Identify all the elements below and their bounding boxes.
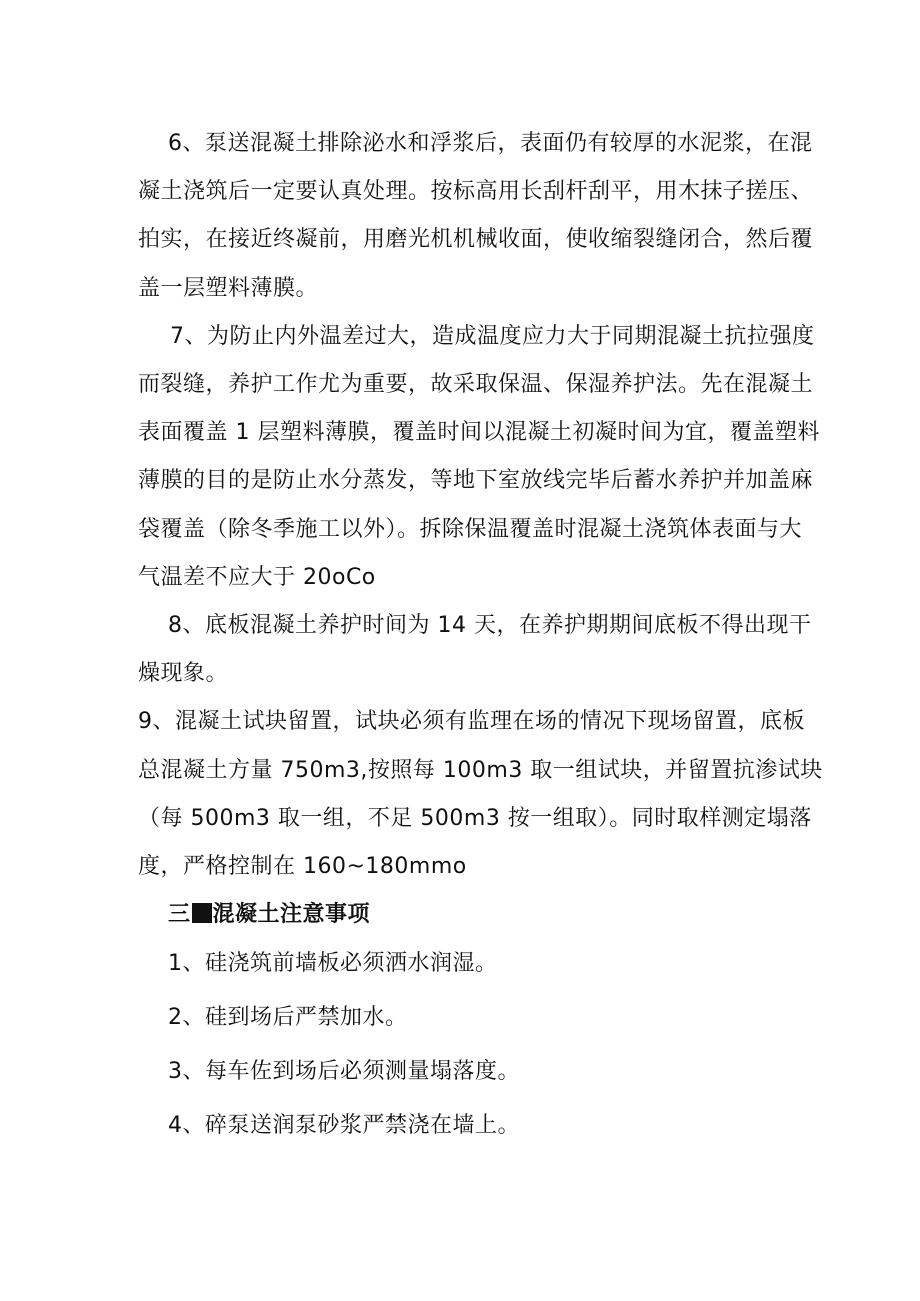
- p9-line-2: 总混凝土方量 750m3,按照每 100m3 取一组试块，并留置抗渗试块: [138, 758, 823, 783]
- p7-line-5: 袋覆盖（除冬季施工以外）。拆除保温覆盖时混凝土浇筑体表面与大: [138, 517, 803, 542]
- p6-line-2: 凝土浇筑后一定要认真处理。按标高用长刮杆刮平，用木抹子搓压、: [138, 179, 814, 204]
- section-heading: [168, 900, 370, 930]
- list-item-2: 2、硅到场后严禁加水。: [168, 1005, 408, 1030]
- list-item-1: 1、硅浇筑前墙板必须洒水润湿。: [168, 951, 498, 976]
- p7-line-3: 表面覆盖 1 层塑料薄膜，覆盖时间以混凝土初凝时间为宜，覆盖塑料: [138, 420, 820, 445]
- p8-line-2: 燥现象。: [138, 661, 229, 686]
- p6-line-4: 盖一层塑料薄膜。: [138, 276, 319, 301]
- list-item-3: 3、每车佐到场后必须测量塌落度。: [168, 1059, 520, 1084]
- p7-line-1: 7、为防止内外温差过大，造成温度应力大于同期混凝土抗拉强度: [170, 324, 815, 349]
- p6-line-1: 6、泵送混凝土排除泌水和浮浆后，表面仍有较厚的水泥浆，在混: [168, 131, 813, 156]
- section-title: 混凝土注意事项: [212, 902, 371, 927]
- p8-line-1: 8、底板混凝土养护时间为 14 天，在养护期期间底板不得出现干: [168, 613, 812, 638]
- p9-line-4: 度，严格控制在 160~180mmo: [138, 854, 467, 879]
- p6-line-3: 拍实，在接近终凝前，用磨光机机械收面，使收缩裂缝闭合，然后覆: [138, 227, 814, 252]
- section-number: 三: [168, 902, 191, 927]
- p9-line-3: （每 500m3 取一组，不足 500m3 按一组取）。同时取样测定塌落: [138, 806, 812, 831]
- p9-line-1: 9、混凝土试块留置，试块必须有监理在场的情况下现场留置，底板: [138, 709, 805, 734]
- list-item-4: 4、碎泵送润泵砂浆严禁浇在墙上。: [168, 1113, 520, 1138]
- p7-line-4: 薄膜的目的是防止水分蒸发，等地下室放线完毕后蓄水养护并加盖麻: [138, 468, 814, 493]
- p7-line-2: 而裂缝，养护工作尤为重要，故采取保温、保湿养护法。先在混凝土: [138, 372, 814, 397]
- p7-line-6: 气温差不应大于 20oCo: [138, 565, 376, 590]
- square-bullet-icon: [192, 903, 212, 923]
